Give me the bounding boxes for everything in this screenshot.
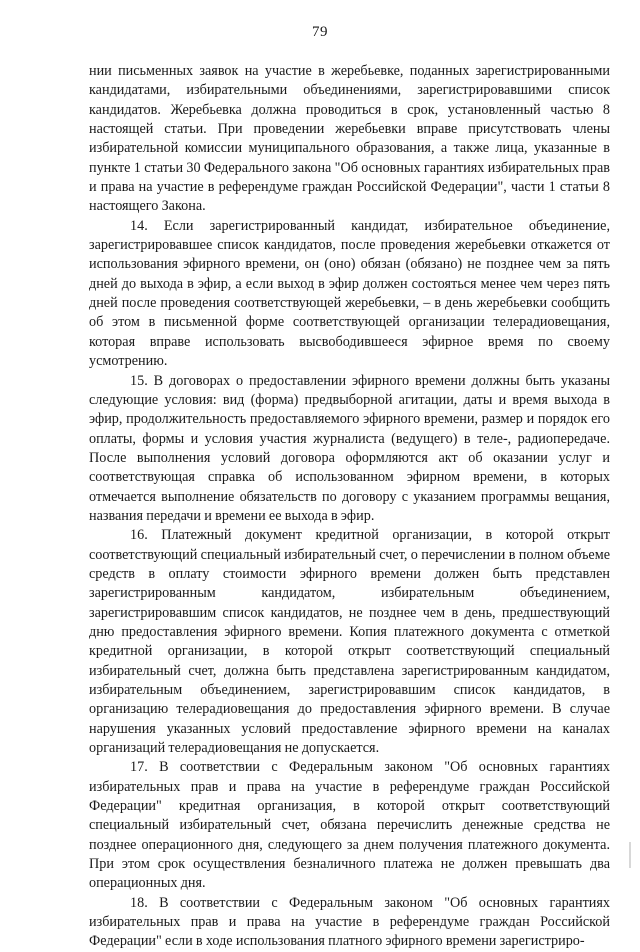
paragraph-15: 15. В договорах о предоставлении эфирного времени должны быть указаны следующие условия: вид (форма) предвыборной агитации, даты и время выхода в эфир, продолжительность предоставляемого эфирного времени, размер и порядок его оплаты, формы и условия участия журналиста (ведущего) в теле-, радиопередаче. После выполнения условий договора оформляются акт об оказании услуг и соответствующая справка об использованном эфирном времени, в которых отмечается выполнение обязательств по договору с указанием программы вещания, названия передачи и времени ее выхода в эфир.	[89, 372, 610, 524]
paragraph-18: 18. В соответствии с Федеральным законом "Об основных гарантиях избирательных прав и права на участие в референдуме граждан Российской Федерации" если в ходе использования платного эфирного времени зарегистриро-	[89, 894, 610, 950]
document-body	[89, 62, 610, 952]
page-number: 79	[312, 24, 328, 40]
paragraph-14: 14. Если зарегистрированный кандидат, избирательное объединение, зарегистрировавшее список кандидатов, после проведения жеребьевки откажется от использования эфирного времени, он (оно) обязан (обязано) не позднее чем за пять дней до выхода в эфир, а если выход в эфир должен состояться менее чем через пять дней после проведения соответствующей жеребьевки, – в день жеребьевки сообщить об этом в письменной форме соответствующей организации телерадиовещания, которая вправе использовать высвободившееся эфирное время по своему усмотрению.	[89, 217, 610, 370]
paragraph-continuation: нии письменных заявок на участие в жеребьевке, поданных зарегистрированными кандидатами, избирательными объединениями, зарегистрировавшими список кандидатов. Жеребьевка должна проводиться в срок, установленный частью 8 настоящей статьи. При проведении жеребьевки вправе присутствовать члены избирательной комиссии муниципального образования, а также лица, указанные в пункте 1 статьи 30 Федерального закона "Об основных гарантиях избирательных прав и права на участие в референдуме граждан Российской Федерации", части 1 статьи 8 настоящего Закона.	[89, 63, 610, 215]
paragraph-16: 16. Платежный документ кредитной организации, в которой открыт соответствующий специальный избирательный счет, о перечислении в полном объеме средств в оплату стоимости эфирного времени должен быть представлен зарегистрированным кандидатом, избирательным объединением, зарегистрировавшим список кандидатов, не позднее чем в день, предшествующий дню предоставления эфирного времени. Копия платежного документа с отметкой кредитной организации, в которой открыт соответствующий специальный избирательный счет, должна быть представлена зарегистрированным кандидатом, избирательным объединением, зарегистрировавшим список кандидатов, в организацию телерадиовещания до предоставления эфирного времени. В случае нарушения указанных условий предоставление эфирного времени на каналах организаций телерадиовещания не допускается.	[89, 527, 610, 757]
paragraph-17: 17. В соответствии с Федеральным законом "Об основных гарантиях избирательных прав и права на участие в референдуме граждан Российской Федерации" кредитная организация, в которой открыт соответствующий специальный избирательный счет, обязана перечислить денежные средства не позднее операционного дня, следующего за днем получения платежного документа. При этом срок осуществления безналичного платежа не должен превышать два операционных дня.	[89, 759, 610, 892]
scan-edge-artifact	[629, 842, 631, 868]
